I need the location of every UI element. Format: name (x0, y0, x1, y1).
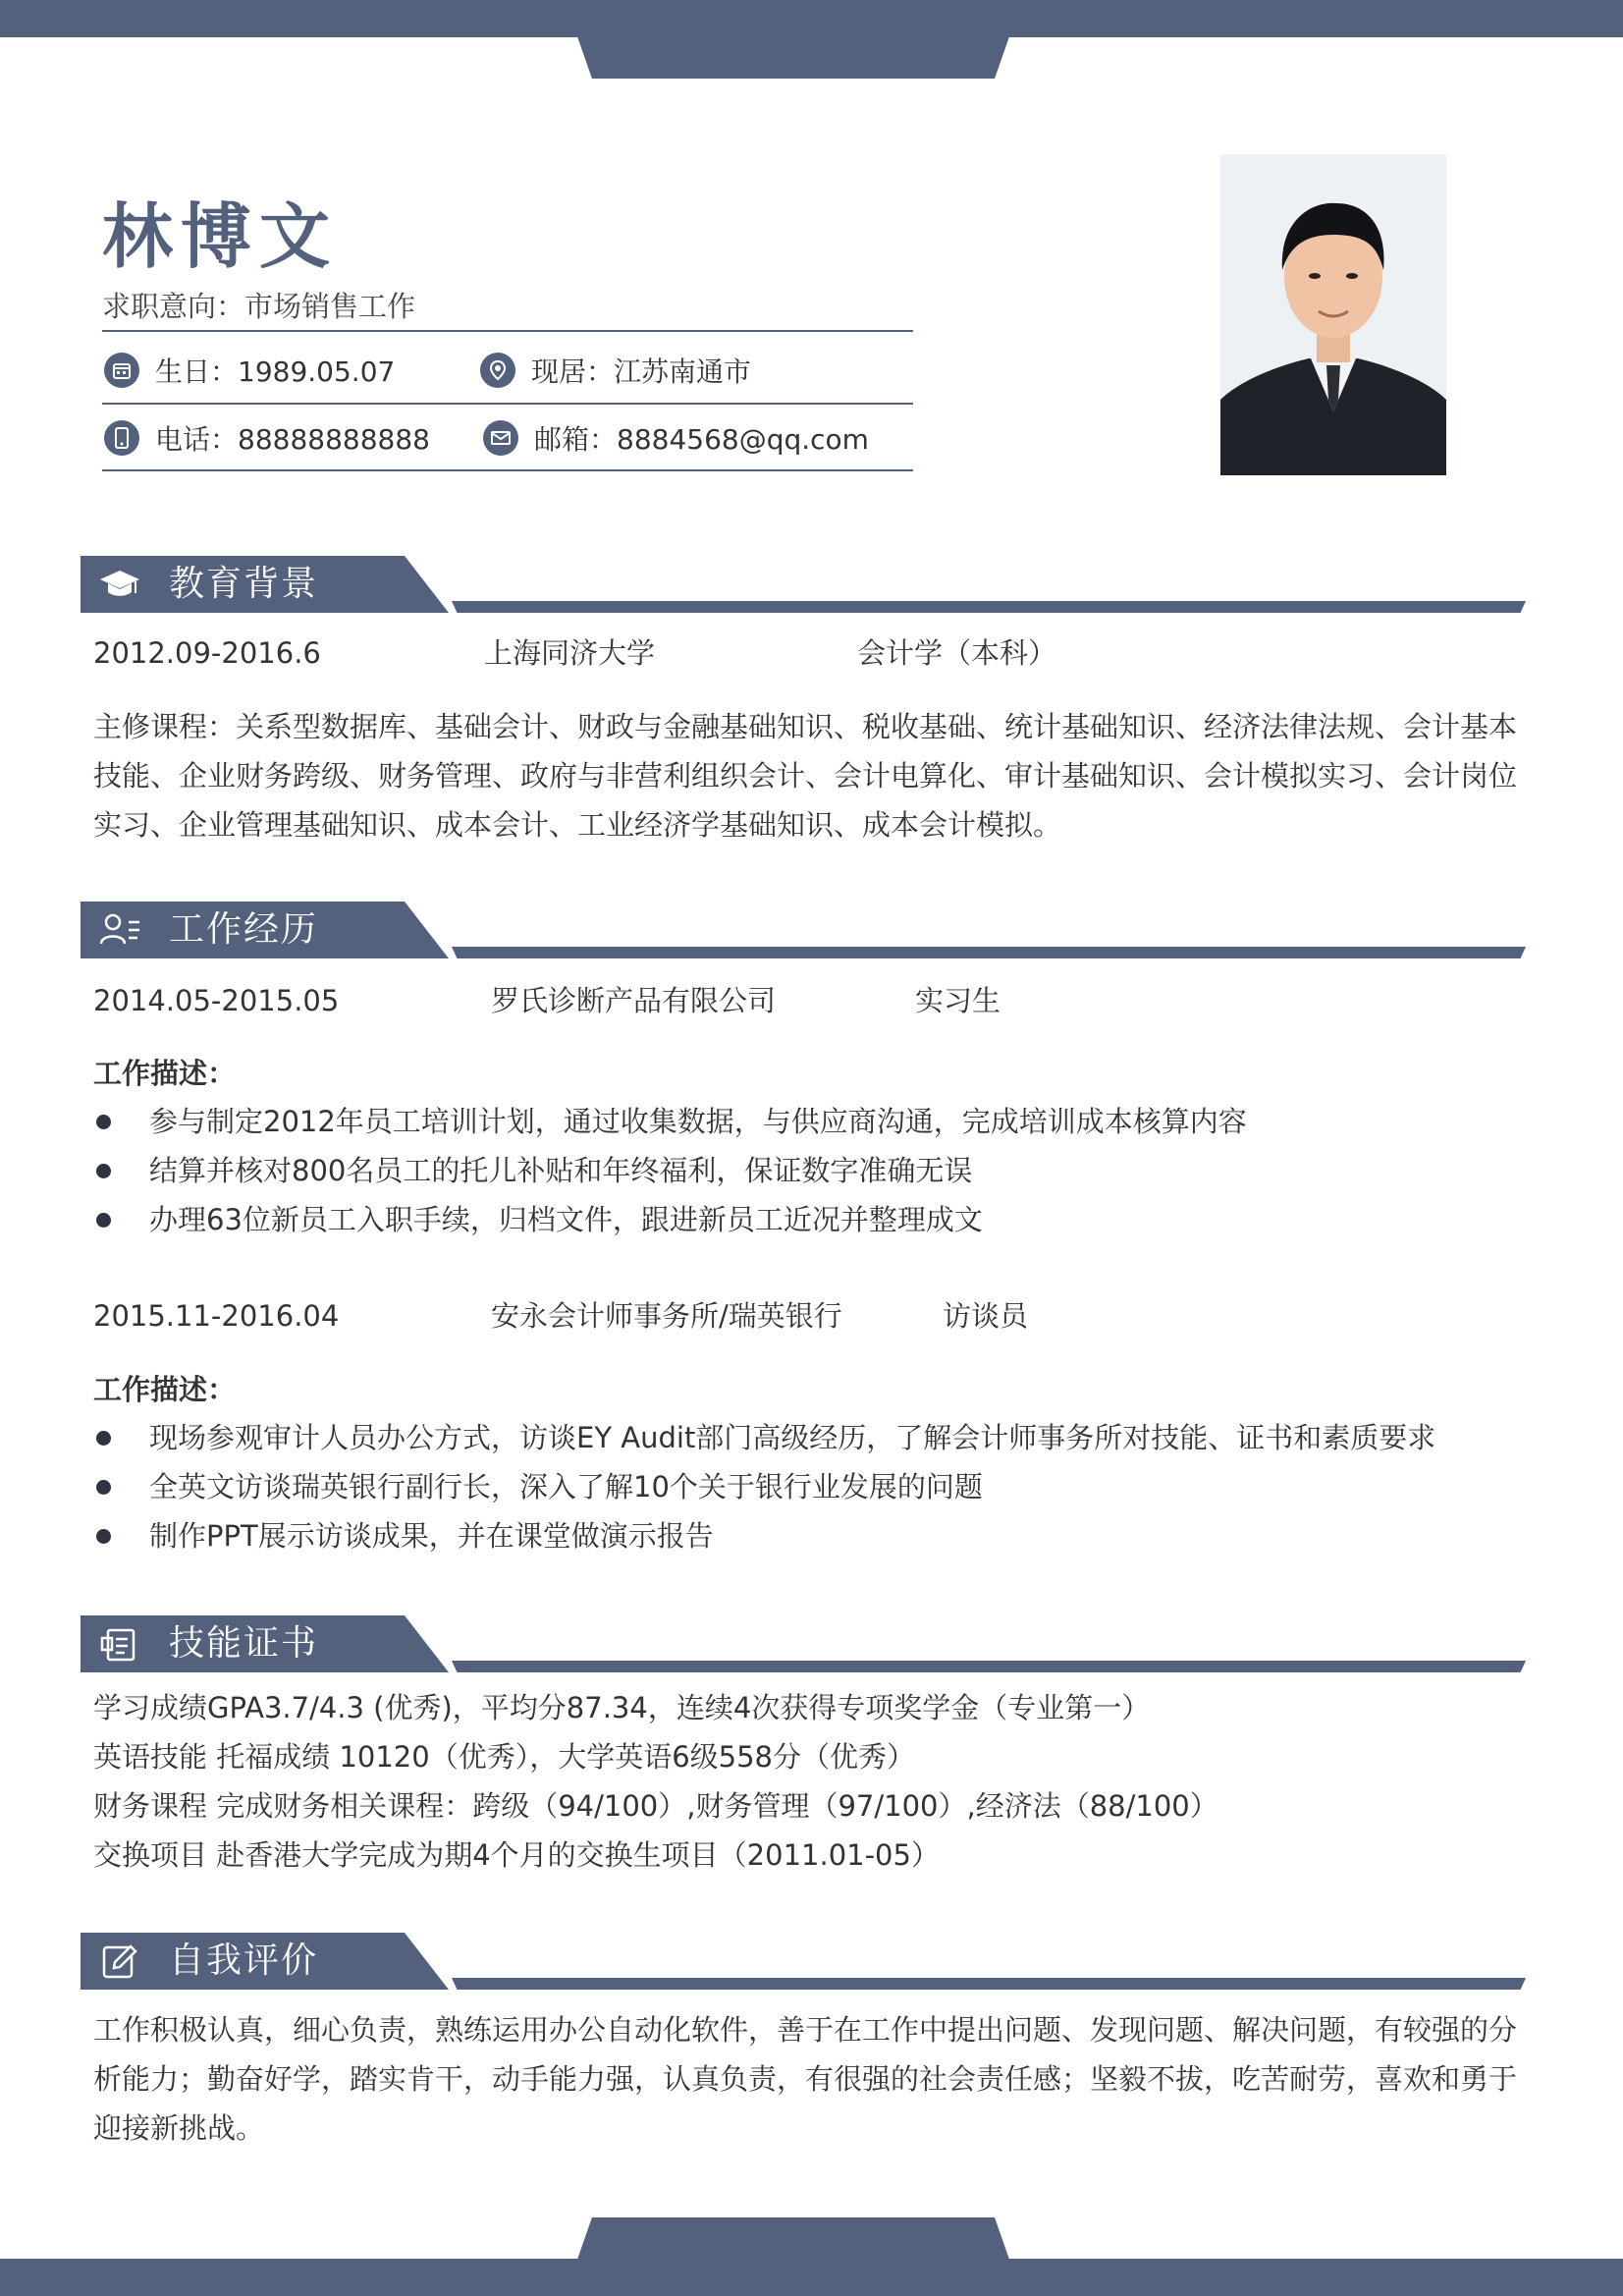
section-title: 自我评价 (169, 1941, 319, 1981)
job-role: 访谈员 (943, 1299, 1029, 1333)
top-decoration-trapezoid (565, 0, 1022, 79)
section-title: 教育背景 (169, 564, 319, 604)
bullet (96, 1480, 111, 1495)
birth-text: 生日：1989.05.07 (155, 355, 396, 388)
job-desc-item: 全英文访谈瑞英银行副行长，深入了解10个关于银行业发展的问题 (149, 1470, 983, 1503)
bullet (96, 1115, 111, 1129)
divider (102, 403, 913, 405)
education-major: 会计学（本科） (857, 636, 1057, 670)
birth-info (104, 351, 395, 390)
phone-text: 电话：88888888888 (155, 423, 430, 456)
education-courses: 主修课程：关系型数据库、基础会计、财政与金融基础知识、税收基础、统计基础知识、经济法律法规、会计基本技能、企业财务跨级、财务管理、政府与非营利组织会计、会计电算化、审计基础知识、会计模拟实习、会计岗位实习、企业管理基础知识、成本会计、工业经济学基础知识、成本会计模拟。 (93, 710, 1518, 842)
phone-info (104, 418, 430, 458)
job-period: 2014.05-2015.05 (93, 984, 340, 1017)
candidate-name: 林博文 (102, 195, 339, 278)
mail-icon (483, 420, 518, 456)
section-header-work (81, 902, 1526, 958)
skill-line: 学习成绩GPA3.7/4.3 (优秀)，平均分87.34，连续4次获得专项奖学金（专业第一） (93, 1691, 1151, 1724)
education-school: 上海同济大学 (484, 636, 656, 670)
location-text: 现居：江苏南通市 (531, 355, 752, 388)
job-desc-item: 现场参观审计人员办公方式，访谈EY Audit部门高级经历，了解会计师事务所对技能、证书和素质要求 (149, 1421, 1436, 1454)
job-desc-label: 工作描述： (93, 1057, 237, 1090)
job-desc-label: 工作描述： (93, 1373, 237, 1406)
job-period: 2015.11-2016.04 (93, 1299, 340, 1333)
phone-icon (104, 420, 139, 456)
section-title: 技能证书 (169, 1623, 319, 1664)
divider (102, 330, 913, 332)
job-intent: 求职意向：市场销售工作 (102, 290, 416, 323)
location-icon (480, 353, 515, 388)
certificate-icon (98, 1622, 141, 1666)
job-desc-item: 办理63位新员工入职手续，归档文件，跟进新员工近况并整理成文 (149, 1203, 983, 1236)
divider (102, 469, 913, 471)
section-header-skills (81, 1615, 1526, 1672)
graduation-cap-icon (98, 563, 141, 606)
job-company: 安永会计师事务所/瑞英银行 (491, 1299, 842, 1333)
job-desc-item: 制作PPT展示访谈成果，并在课堂做演示报告 (149, 1519, 714, 1553)
section-title: 工作经历 (169, 909, 319, 950)
profile-photo (1220, 154, 1446, 475)
email-info (483, 418, 869, 458)
job-desc-item: 结算并核对800名员工的托儿补贴和年终福利，保证数字准确无误 (149, 1154, 973, 1187)
job-role: 实习生 (915, 984, 1001, 1017)
bullet (96, 1164, 111, 1178)
education-period: 2012.09-2016.6 (93, 636, 321, 670)
job-desc-item: 参与制定2012年员工培训计划，通过收集数据，与供应商沟通，完成培训成本核算内容 (149, 1105, 1247, 1138)
bullet (96, 1431, 111, 1446)
section-header-self-eval (81, 1933, 1526, 1990)
job-company: 罗氏诊断产品有限公司 (491, 984, 777, 1017)
self-evaluation-text: 工作积极认真，细心负责，熟练运用办公自动化软件，善于在工作中提出问题、发现问题、解决问题，有较强的分析能力；勤奋好学，踏实肯干，动手能力强，认真负责，有很强的社会责任感；坚毅不拔，吃苦耐劳，喜欢和勇于迎接新挑战。 (93, 2013, 1518, 2145)
calendar-icon (104, 353, 139, 388)
email-text: 邮箱：8884568@qq.com (534, 423, 869, 456)
skill-line: 英语技能 托福成绩 10120（优秀），大学英语6级558分（优秀） (93, 1740, 915, 1774)
section-header-education (81, 556, 1526, 613)
bullet (96, 1213, 111, 1228)
edit-icon (98, 1940, 141, 1983)
skill-line: 交换项目 赴香港大学完成为期4个月的交换生项目（2011.01-05） (93, 1838, 940, 1872)
skill-line: 财务课程 完成财务相关课程：跨级（94/100）,财务管理（97/100）,经济法（88/100） (93, 1789, 1218, 1823)
bullet (96, 1529, 111, 1544)
location-info (480, 351, 751, 390)
person-list-icon (98, 908, 141, 952)
bottom-decoration-trapezoid (565, 2217, 1022, 2296)
